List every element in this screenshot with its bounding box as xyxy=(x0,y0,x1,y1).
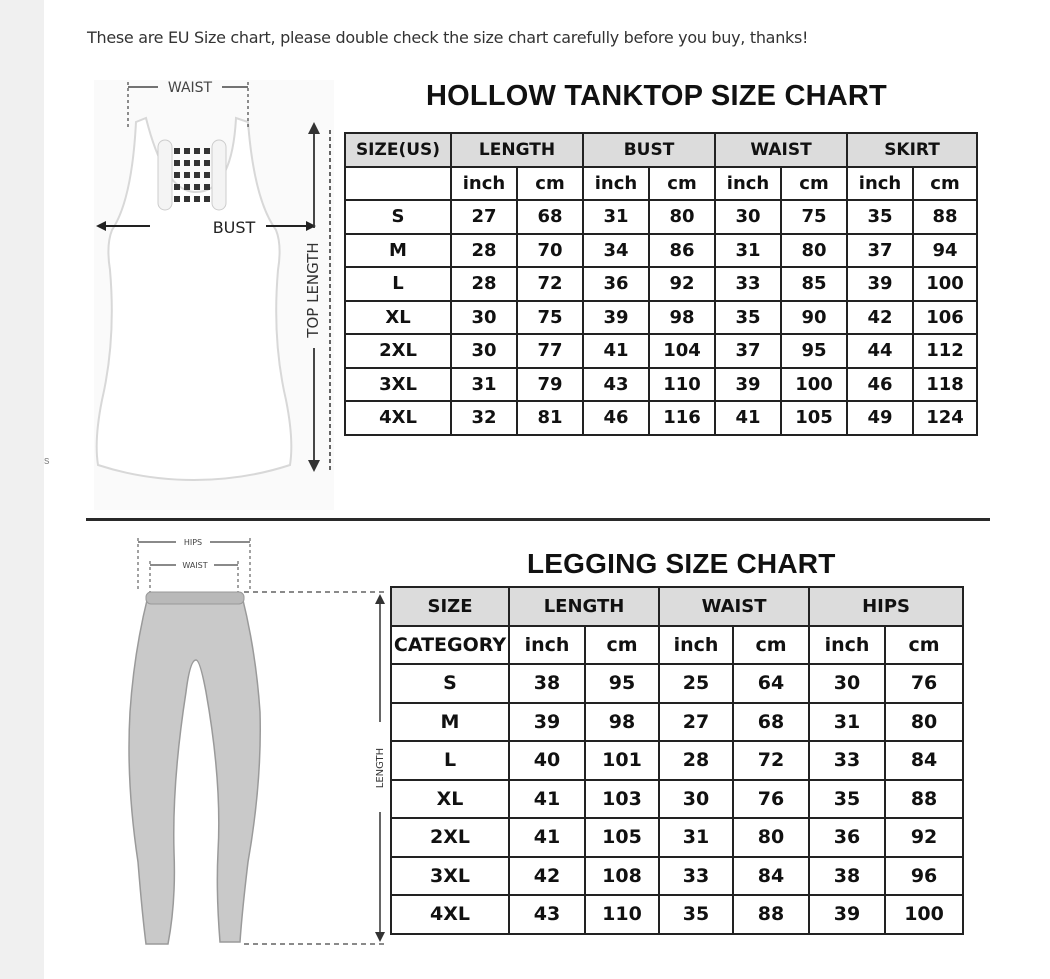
value-cell: 76 xyxy=(885,664,963,703)
size-notice: These are EU Size chart, please double check the size chart carefully before you buy, thanks! xyxy=(87,28,809,47)
size-cell: S xyxy=(345,200,451,234)
size-cell: 2XL xyxy=(345,334,451,368)
table-row xyxy=(391,664,963,703)
unit-cell: inch xyxy=(809,626,885,665)
value-cell: 72 xyxy=(517,267,583,301)
value-cell: 100 xyxy=(781,368,847,402)
unit-cell: inch xyxy=(659,626,733,665)
value-cell: 31 xyxy=(809,703,885,742)
table-header-row xyxy=(345,133,977,167)
value-cell: 81 xyxy=(517,401,583,435)
unit-cell: inch xyxy=(509,626,585,665)
value-cell: 88 xyxy=(733,895,809,934)
header-cell: LENGTH xyxy=(509,587,659,626)
header-cell: LENGTH xyxy=(451,133,583,167)
value-cell: 96 xyxy=(885,857,963,896)
value-cell: 41 xyxy=(509,818,585,857)
value-cell: 75 xyxy=(517,301,583,335)
unit-cell xyxy=(345,167,451,201)
header-cell: SKIRT xyxy=(847,133,977,167)
value-cell: 106 xyxy=(913,301,977,335)
value-cell: 100 xyxy=(913,267,977,301)
value-cell: 39 xyxy=(583,301,649,335)
legging-size-table xyxy=(390,586,964,935)
value-cell: 32 xyxy=(451,401,517,435)
value-cell: 46 xyxy=(583,401,649,435)
value-cell: 79 xyxy=(517,368,583,402)
legging-waist-label: WAIST xyxy=(182,561,208,570)
size-cell: M xyxy=(391,703,509,742)
table-row xyxy=(391,895,963,934)
value-cell: 33 xyxy=(809,741,885,780)
unit-cell: CATEGORY xyxy=(391,626,509,665)
value-cell: 105 xyxy=(585,818,659,857)
value-cell: 80 xyxy=(885,703,963,742)
value-cell: 44 xyxy=(847,334,913,368)
value-cell: 70 xyxy=(517,234,583,268)
value-cell: 101 xyxy=(585,741,659,780)
value-cell: 98 xyxy=(585,703,659,742)
value-cell: 46 xyxy=(847,368,913,402)
table-header-row xyxy=(391,587,963,626)
side-mark: s xyxy=(44,455,50,467)
size-cell: 3XL xyxy=(391,857,509,896)
value-cell: 94 xyxy=(913,234,977,268)
size-chart-page xyxy=(44,0,1050,979)
value-cell: 43 xyxy=(509,895,585,934)
header-cell: SIZE xyxy=(391,587,509,626)
value-cell: 39 xyxy=(809,895,885,934)
table-row xyxy=(391,703,963,742)
value-cell: 41 xyxy=(715,401,781,435)
value-cell: 31 xyxy=(451,368,517,402)
value-cell: 110 xyxy=(649,368,715,402)
value-cell: 38 xyxy=(809,857,885,896)
header-cell: HIPS xyxy=(809,587,963,626)
value-cell: 116 xyxy=(649,401,715,435)
unit-cell: inch xyxy=(583,167,649,201)
value-cell: 43 xyxy=(583,368,649,402)
table-row xyxy=(391,741,963,780)
value-cell: 30 xyxy=(451,334,517,368)
value-cell: 31 xyxy=(659,818,733,857)
value-cell: 30 xyxy=(659,780,733,819)
value-cell: 108 xyxy=(585,857,659,896)
header-cell: SIZE(US) xyxy=(345,133,451,167)
value-cell: 35 xyxy=(659,895,733,934)
value-cell: 112 xyxy=(913,334,977,368)
size-cell: XL xyxy=(391,780,509,819)
value-cell: 39 xyxy=(509,703,585,742)
table-row xyxy=(345,200,977,234)
units-row xyxy=(345,167,977,201)
value-cell: 28 xyxy=(659,741,733,780)
value-cell: 30 xyxy=(809,664,885,703)
size-cell: M xyxy=(345,234,451,268)
table-row xyxy=(391,780,963,819)
table-row xyxy=(345,368,977,402)
table-row xyxy=(345,267,977,301)
value-cell: 34 xyxy=(583,234,649,268)
value-cell: 98 xyxy=(649,301,715,335)
value-cell: 105 xyxy=(781,401,847,435)
units-row xyxy=(391,626,963,665)
value-cell: 103 xyxy=(585,780,659,819)
value-cell: 84 xyxy=(733,857,809,896)
value-cell: 28 xyxy=(451,234,517,268)
value-cell: 36 xyxy=(809,818,885,857)
value-cell: 25 xyxy=(659,664,733,703)
value-cell: 88 xyxy=(913,200,977,234)
value-cell: 92 xyxy=(885,818,963,857)
value-cell: 104 xyxy=(649,334,715,368)
unit-cell: cm xyxy=(885,626,963,665)
unit-cell: inch xyxy=(715,167,781,201)
value-cell: 39 xyxy=(715,368,781,402)
value-cell: 86 xyxy=(649,234,715,268)
value-cell: 37 xyxy=(715,334,781,368)
unit-cell: cm xyxy=(781,167,847,201)
value-cell: 75 xyxy=(781,200,847,234)
legging-table-body xyxy=(391,664,963,934)
value-cell: 80 xyxy=(649,200,715,234)
size-cell: S xyxy=(391,664,509,703)
unit-cell: cm xyxy=(585,626,659,665)
value-cell: 68 xyxy=(517,200,583,234)
value-cell: 64 xyxy=(733,664,809,703)
value-cell: 31 xyxy=(715,234,781,268)
value-cell: 42 xyxy=(847,301,913,335)
unit-cell: inch xyxy=(451,167,517,201)
value-cell: 35 xyxy=(847,200,913,234)
legging-illustration xyxy=(124,532,394,957)
unit-cell: cm xyxy=(517,167,583,201)
value-cell: 35 xyxy=(809,780,885,819)
value-cell: 30 xyxy=(451,301,517,335)
unit-cell: cm xyxy=(649,167,715,201)
value-cell: 38 xyxy=(509,664,585,703)
value-cell: 80 xyxy=(733,818,809,857)
value-cell: 68 xyxy=(733,703,809,742)
table-row xyxy=(391,857,963,896)
header-cell: WAIST xyxy=(715,133,847,167)
value-cell: 41 xyxy=(583,334,649,368)
value-cell: 77 xyxy=(517,334,583,368)
tanktop-size-table xyxy=(344,132,978,436)
size-cell: XL xyxy=(345,301,451,335)
value-cell: 35 xyxy=(715,301,781,335)
value-cell: 72 xyxy=(733,741,809,780)
value-cell: 36 xyxy=(583,267,649,301)
value-cell: 40 xyxy=(509,741,585,780)
unit-cell: inch xyxy=(847,167,913,201)
value-cell: 37 xyxy=(847,234,913,268)
size-cell: 2XL xyxy=(391,818,509,857)
size-cell: L xyxy=(391,741,509,780)
top-length-label: TOP LENGTH xyxy=(304,242,322,338)
value-cell: 90 xyxy=(781,301,847,335)
legging-chart-title: LEGGING SIZE CHART xyxy=(527,548,836,579)
value-cell: 27 xyxy=(659,703,733,742)
value-cell: 76 xyxy=(733,780,809,819)
value-cell: 39 xyxy=(847,267,913,301)
value-cell: 49 xyxy=(847,401,913,435)
value-cell: 92 xyxy=(649,267,715,301)
value-cell: 80 xyxy=(781,234,847,268)
value-cell: 85 xyxy=(781,267,847,301)
unit-cell: cm xyxy=(913,167,977,201)
size-cell: 3XL xyxy=(345,368,451,402)
table-row xyxy=(391,818,963,857)
value-cell: 31 xyxy=(583,200,649,234)
table-row xyxy=(345,334,977,368)
value-cell: 95 xyxy=(781,334,847,368)
value-cell: 118 xyxy=(913,368,977,402)
value-cell: 41 xyxy=(509,780,585,819)
tank-waist-label: WAIST xyxy=(167,80,213,96)
value-cell: 124 xyxy=(913,401,977,435)
tanktop-table-body xyxy=(345,200,977,435)
value-cell: 27 xyxy=(451,200,517,234)
table-row xyxy=(345,234,977,268)
value-cell: 28 xyxy=(451,267,517,301)
value-cell: 110 xyxy=(585,895,659,934)
value-cell: 42 xyxy=(509,857,585,896)
value-cell: 88 xyxy=(885,780,963,819)
legging-length-label: LENGTH xyxy=(375,747,386,789)
section-divider xyxy=(86,518,990,521)
table-row xyxy=(345,401,977,435)
value-cell: 33 xyxy=(659,857,733,896)
tank-bust-label: BUST xyxy=(212,218,256,237)
header-cell: WAIST xyxy=(659,587,809,626)
tanktop-chart-title: HOLLOW TANKTOP SIZE CHART xyxy=(426,80,887,112)
size-cell: 4XL xyxy=(391,895,509,934)
unit-cell: cm xyxy=(733,626,809,665)
value-cell: 30 xyxy=(715,200,781,234)
value-cell: 33 xyxy=(715,267,781,301)
value-cell: 100 xyxy=(885,895,963,934)
top-length-measure xyxy=(294,120,334,480)
value-cell: 84 xyxy=(885,741,963,780)
size-cell: L xyxy=(345,267,451,301)
legging-hips-label: HIPS xyxy=(183,538,203,547)
table-row xyxy=(345,301,977,335)
header-cell: BUST xyxy=(583,133,715,167)
size-cell: 4XL xyxy=(345,401,451,435)
value-cell: 95 xyxy=(585,664,659,703)
